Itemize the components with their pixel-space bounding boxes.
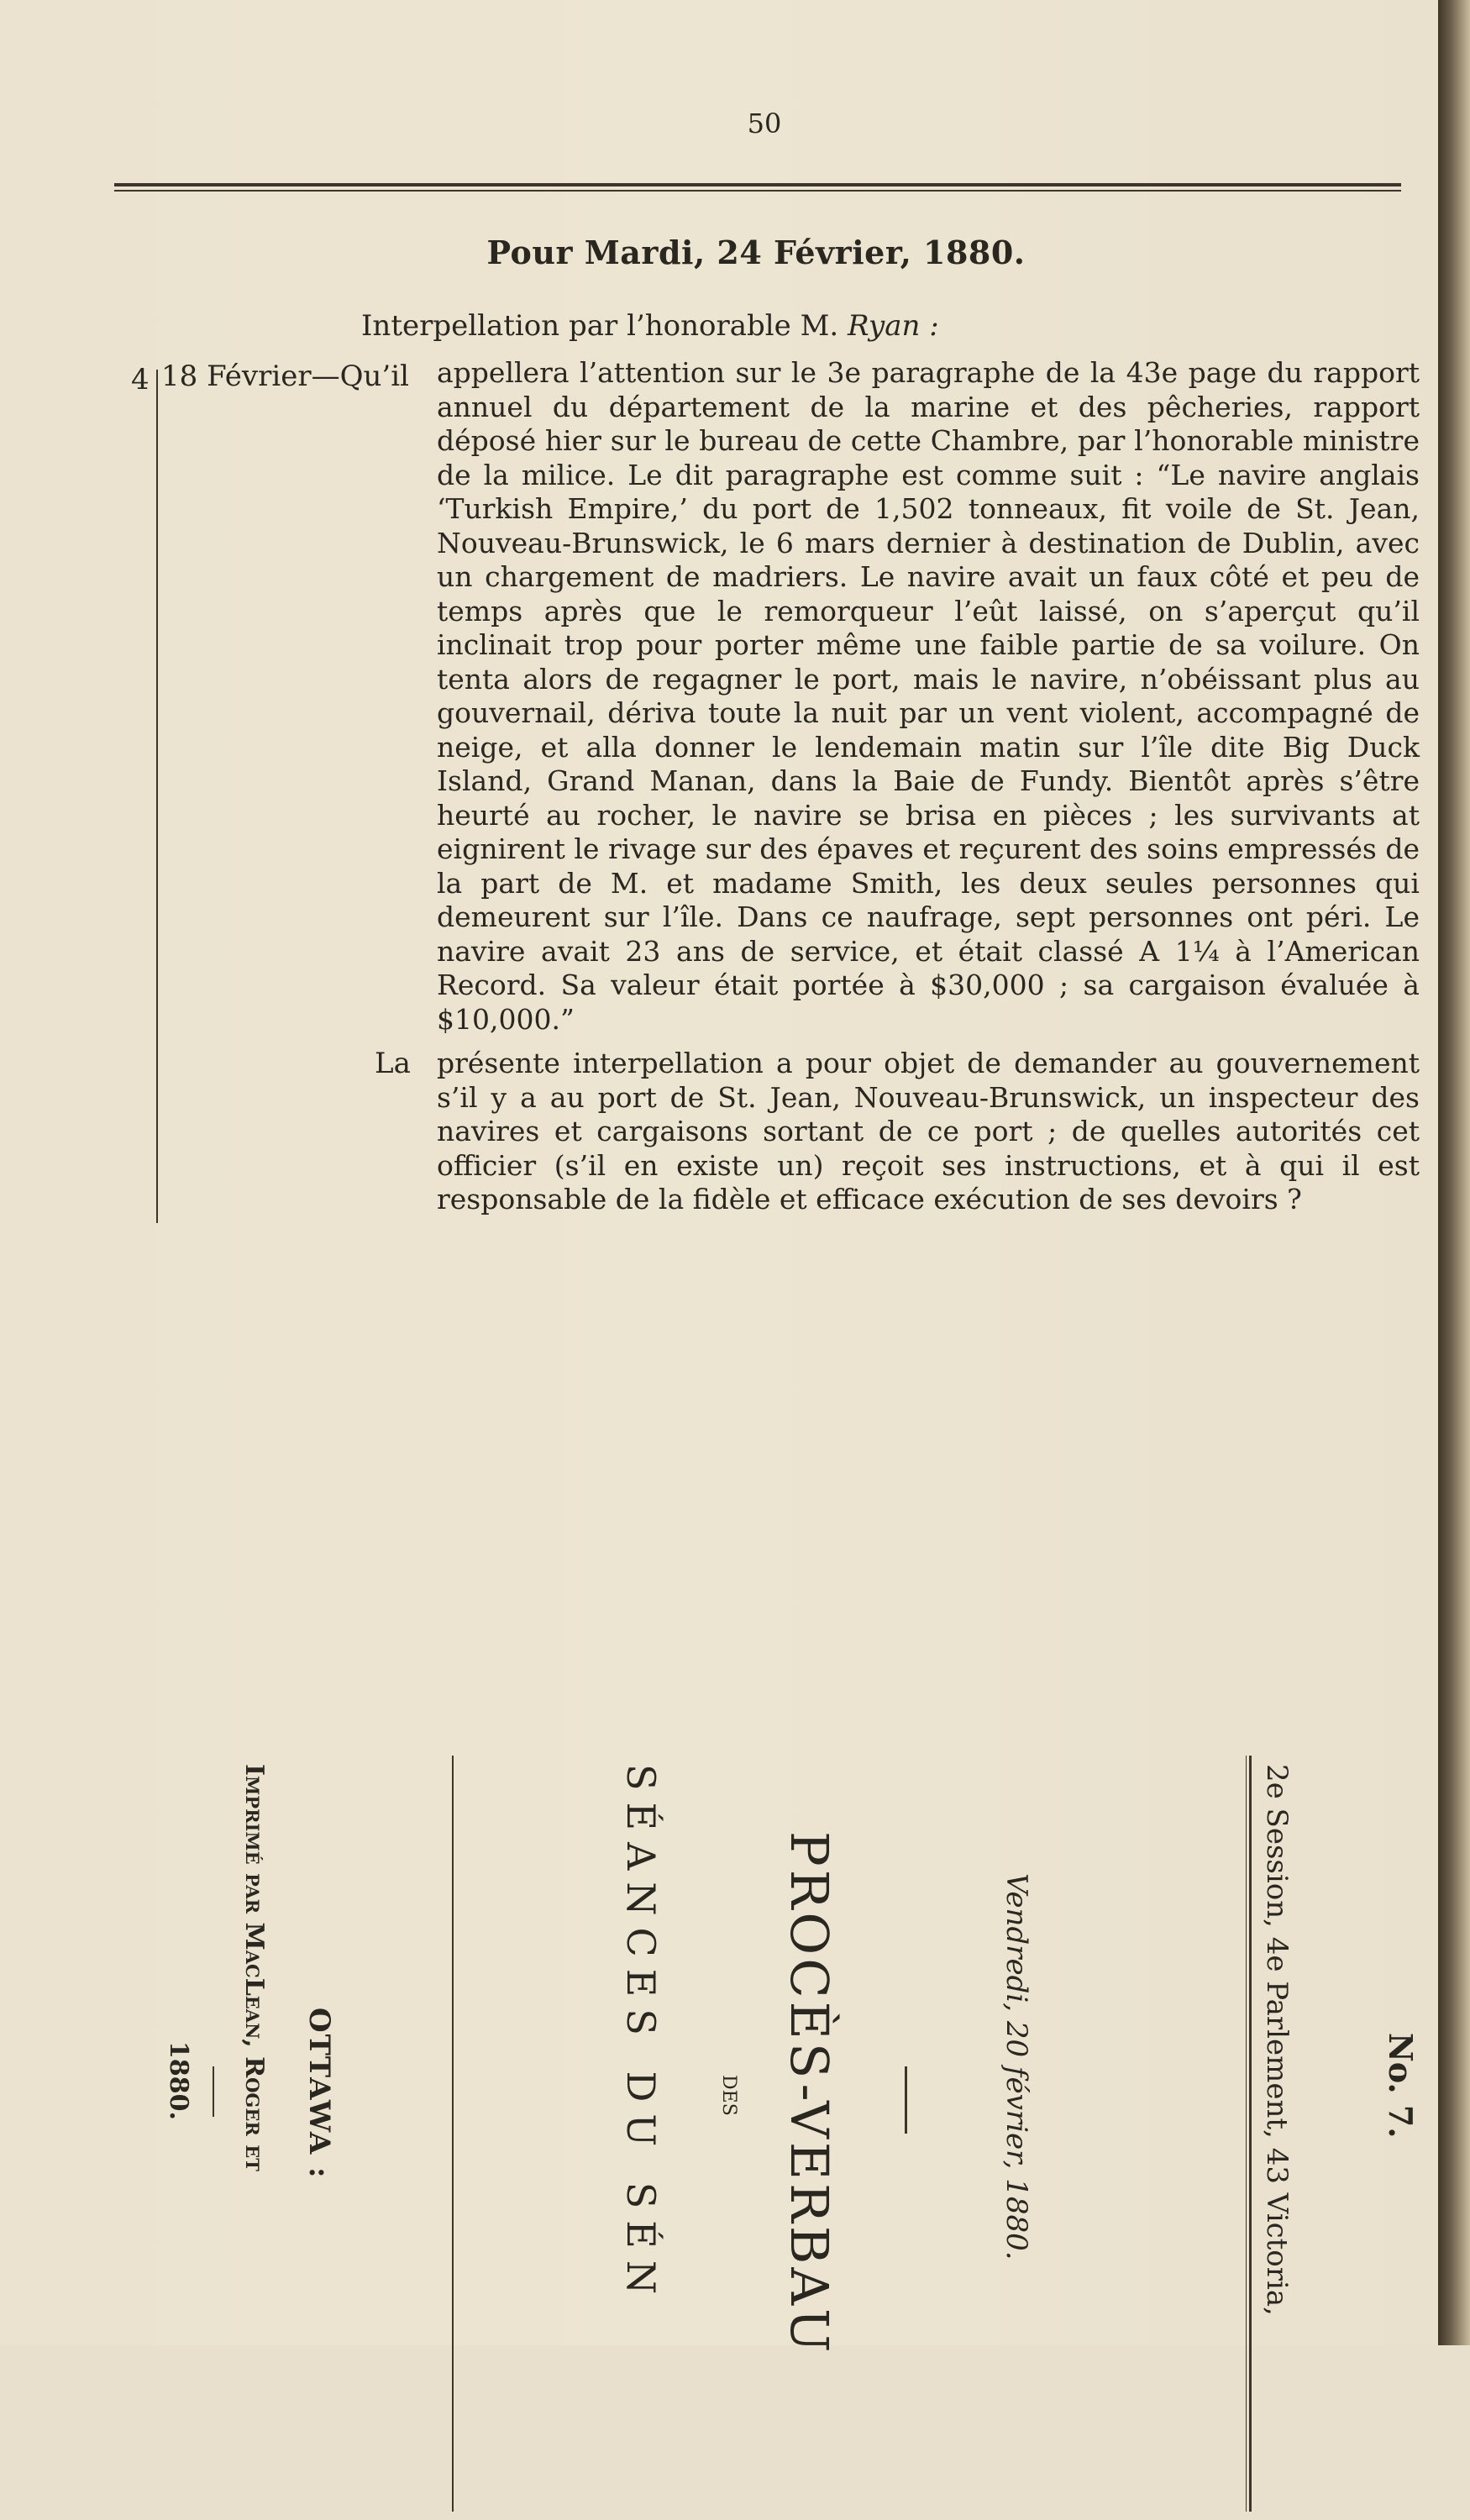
page-number: 50: [747, 108, 782, 139]
cover-rule-3: [905, 2066, 907, 2134]
interpellation-line: [361, 309, 939, 343]
cover-title: PROCÈS-VERBAU: [779, 1831, 840, 2356]
main-paragraph: [437, 356, 1420, 1037]
binding-edge: [1438, 0, 1470, 2345]
cover-session: 2e Session, 4e Parlement, 43 Victoria,: [1260, 1764, 1294, 2316]
cover-des: DES: [718, 2075, 739, 2116]
cover-date: Vendredi, 20 février, 1880.: [1000, 1873, 1033, 2260]
cover-rule-1: [1249, 1756, 1252, 2512]
header-rule-thin: [114, 190, 1401, 192]
cover-rule-4: [452, 1756, 454, 2512]
cover-year: 1880.: [164, 2041, 193, 2120]
page-heading: Pour Mardi, 24 Février, 1880.: [486, 234, 1026, 271]
header-rule: [114, 183, 1401, 186]
cover-subtitle: SÉANCES DU SÉN: [618, 1764, 664, 2307]
interpellation-prefix: Interpellation par l’honorable M.: [361, 309, 848, 343]
date-lead: 18 Février—Qu’il: [161, 360, 409, 393]
cover-rule-2: [1246, 1756, 1247, 2512]
margin-number: 4: [131, 363, 150, 396]
cover-city: OTTAWA :: [302, 2008, 336, 2180]
interpellation-member: Ryan :: [848, 309, 939, 343]
cover-rule-5: [213, 2066, 214, 2117]
rotated-cover: [118, 1680, 1428, 2520]
second-paragraph-text: présente interpellation a pour objet de demander au gouvernement s’il y a au port de St. Jean, Nouveau-Brunswick, un inspecteur des navires et cargaisons sortant de ce port ; de quelles autorités cet officier (s’il en existe un) reçoit ses instructions, et à qui il est responsable de la fidèle et efficace exécution de ses devoirs ?: [437, 1047, 1420, 1215]
margin-rule: [156, 370, 158, 1223]
main-paragraph-text: appellera l’attention sur le 3e paragraphe de la 43e page du rapport annuel du département de la marine et des pêcheries, rapport déposé hier sur le bureau de cette Chambre, par l’honorable ministre de la milice. Le dit paragraphe est comme suit : “Le navire anglais ‘Turkish Empire,’ du port de 1,502 tonneaux, fit voile de St. Jean, Nouveau-Brunswick, le 6 mars dernier à destination de Dublin, avec un chargement de madriers. Le navire avait un faux côté et peu de temps après que le remorqueur l’eût laissé, on s’aperçut qu’il inclinait trop pour porter même une faible partie de sa voilure. On tenta alors de regagner le port, mais le navire, n’obéissant plus au gouvernail, dériva toute la nuit par un vent violent, accompagné de neige, et alla donner le lendemain matin sur l’île dite Big Duck Island, Grand Manan, dans la Baie de Fundy. Bientôt après s’être heurté au rocher, le navire se brisa en pièces ; les survivants at eignirent le rivage sur des épaves et reçurent des soins empressés de la part de M. et madame Smith, les deux seules personnes qui demeurent sur l’île. Dans ce naufrage, sept personnes ont péri. Le navire avait 23 ans de service, et était classé A 1¼ à l’American Record. Sa valeur était portée à $30,000 ; sa cargaison évaluée à $10,000.”: [437, 356, 1420, 1036]
second-paragraph: [437, 1047, 1420, 1217]
cover-number: No. 7.: [1382, 2033, 1420, 2139]
second-paragraph-lead: La: [375, 1047, 411, 1080]
cover-printer: Imprimé par MacLean, Roger et: [239, 1764, 269, 2171]
